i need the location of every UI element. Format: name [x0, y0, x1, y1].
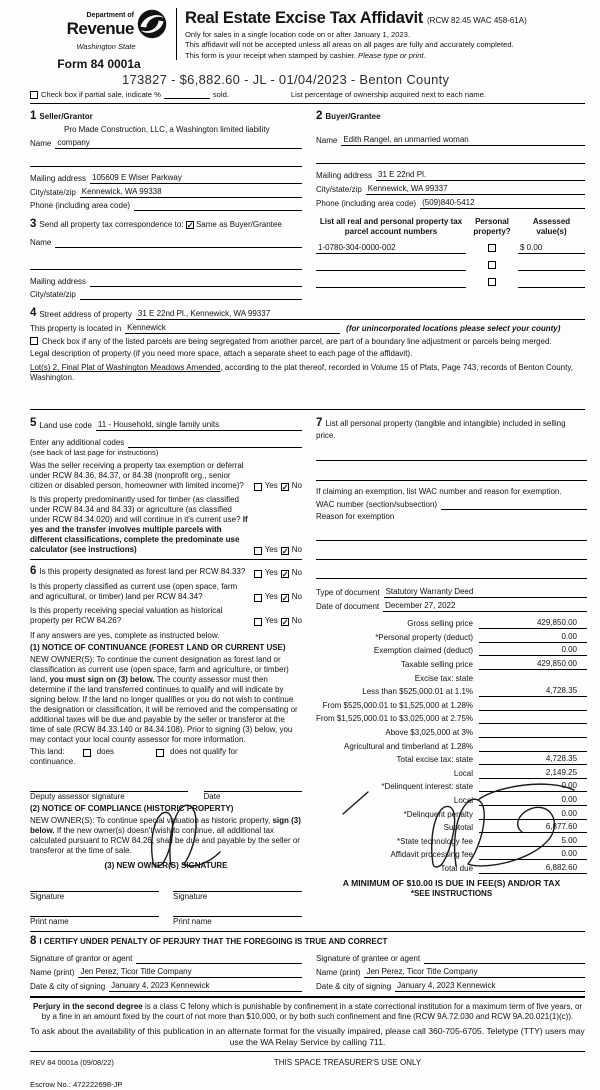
grantor-sig-label: Signature of grantor or agent — [30, 953, 133, 963]
doc-type-label: Type of document — [316, 587, 380, 597]
buyer-phone-label: Phone (including area code) — [316, 199, 417, 209]
form-number: Form 84 0001a — [57, 57, 141, 72]
tax-row — [316, 792, 587, 806]
deputy-signature-field[interactable] — [30, 781, 188, 792]
tax-value — [479, 728, 587, 738]
corr-mailing-label: Mailing address — [30, 276, 87, 286]
same-as-buyer-label: Same as Buyer/Grantee — [195, 220, 282, 230]
header — [30, 8, 585, 72]
historic-question-row — [30, 606, 302, 626]
timber-question: Is this property predominantly used for timber (as classified under RCW 84.34 and 84.33) or agriculture (as classified under RCW 84.34.020) and will continue in it's current use? If yes and the transfer involves multiple parcels with different classifications, complete the predominate use calculator (see instructions) — [30, 495, 248, 555]
deputy-signature-label: Deputy assessor signature — [30, 792, 125, 802]
historic-question: Is this property receiving special valuation as historical property per RCW 84.26? — [30, 606, 223, 626]
new-owner-sig-1 — [30, 881, 159, 902]
grantee-date-city-label: Date & city of signing — [316, 981, 392, 991]
no-label: No — [291, 592, 302, 602]
tax-label: Local — [453, 795, 474, 805]
grantee-date-city-field[interactable]: January 4, 2023 Kennewick — [395, 981, 585, 992]
corr-name-extra-line[interactable] — [30, 260, 302, 270]
tax-row — [316, 806, 587, 820]
grantee-name-print-label: Name (print) — [316, 967, 361, 977]
yes-label: Yes — [264, 568, 278, 578]
section-7-number: 7 — [316, 417, 323, 430]
timber-no-checkbox[interactable] — [281, 547, 289, 555]
assessed-value-field[interactable] — [518, 287, 585, 288]
tax-computation — [316, 616, 587, 899]
reason-exemption-field[interactable] — [316, 569, 587, 579]
yes-label: Yes — [264, 592, 278, 602]
parcel-number-field[interactable]: 1-0780-304-0000-002 — [316, 243, 466, 254]
tax-row — [316, 847, 587, 861]
section-3 — [30, 213, 302, 299]
doc-type-field[interactable]: Statutory Warranty Deed — [384, 587, 587, 598]
tax-label: Total excise tax: state — [396, 755, 474, 765]
this-land-row — [30, 747, 302, 757]
tax-label: Agricultural and timberland at 1.28% — [344, 741, 474, 751]
tax-row — [316, 820, 587, 834]
doc-date-label: Date of document — [316, 601, 380, 611]
tax-label: Above $3,025,000 at 3% — [385, 727, 474, 737]
header-line2: This affidavit will not be accepted unless all areas on all pages are fully and accurately completed. — [185, 40, 514, 50]
tax-value: 4,728.35 — [479, 686, 587, 697]
type-or-print-note: Please type or print. — [358, 50, 426, 60]
assessed-value-field[interactable] — [518, 270, 585, 271]
tax-value: 5.00 — [479, 836, 587, 847]
buyer-city-field[interactable]: Kennewick, WA 99337 — [366, 184, 585, 195]
street-address-label: Street address of property — [39, 310, 132, 320]
parcel-row — [316, 275, 585, 288]
parcel-number-field[interactable] — [316, 270, 466, 271]
minimum-fee-note: A MINIMUM OF $10.00 IS DUE IN FEE(S) AND/OR TAX — [342, 877, 561, 888]
section-2-buyer — [316, 106, 585, 211]
no-label: No — [291, 616, 302, 626]
legal-description-value: Lot(s) 2, Final Plat of Washington Meadows Amended, according to the plat thereof, recorded in Volume 15 of Plats, Page 743, records of Benton County, Washington. — [30, 363, 573, 383]
revenue-swirl-icon — [136, 8, 168, 43]
additional-codes-label: Enter any additional codes — [30, 437, 125, 447]
tax-row — [316, 684, 587, 698]
section-4-number: 4 — [30, 306, 37, 319]
deputy-signature-block — [30, 781, 188, 802]
seller-phone-field[interactable] — [134, 201, 302, 211]
parcel-row — [316, 241, 585, 254]
grantor-name-print-label: Name (print) — [30, 967, 75, 977]
additional-codes-note: (see back of last page for instructions) — [30, 447, 159, 457]
tax-label: Total due — [440, 863, 474, 873]
current-use-question-row — [30, 582, 302, 602]
personal-property-col-header: Personal property? — [473, 217, 511, 237]
yes-label: Yes — [264, 616, 278, 626]
divider — [30, 559, 302, 560]
notice-continuance-title: (1) NOTICE OF CONTINUANCE (FOREST LAND OR CURRENT USE) — [30, 643, 286, 653]
buyer-city-label: City/state/zip — [316, 185, 362, 195]
tax-value: 429,850.00 — [479, 618, 587, 629]
tax-label: Local — [453, 768, 474, 778]
dor-logo-block — [30, 8, 168, 72]
personal-property-checkbox[interactable] — [488, 278, 496, 286]
rcw-reference: (RCW 82.45 WAC 458-61A) — [427, 16, 527, 25]
forest-no-checkbox[interactable] — [281, 570, 289, 578]
new-owner-print-field[interactable] — [30, 906, 159, 917]
new-owner-print-2 — [173, 906, 302, 927]
seller-name-line1: Pro Made Construction, LLC, a Washington limited liability — [64, 125, 270, 135]
tax-value — [479, 714, 587, 724]
additional-codes-field[interactable] — [128, 438, 302, 448]
parcel-number-field[interactable] — [316, 287, 466, 288]
check-icon: ✓ — [281, 570, 289, 580]
forest-land-question-row — [30, 564, 302, 578]
check-icon: ✓ — [281, 547, 289, 557]
section-8-number: 8 — [30, 935, 37, 948]
tax-label: Less than $525,000.01 at 1.1% — [362, 687, 474, 697]
tax-row — [316, 765, 587, 779]
yes-label: Yes — [264, 481, 278, 491]
tax-row — [316, 616, 587, 630]
divider — [30, 409, 585, 410]
tax-label: Excise tax: state — [414, 673, 474, 683]
tax-label: *Personal property (deduct) — [375, 632, 474, 642]
tax-label: From $1,525,000.01 to $3,025,000 at 2.75% — [316, 714, 474, 724]
no-label: No — [291, 568, 302, 578]
header-line3: This form is your receipt when stamped by cashier. Please type or print. — [185, 50, 426, 60]
assessed-value-col-header: Assessed value(s) — [532, 217, 571, 237]
rev-number: REV 84 0001a (09/08/22) — [30, 1058, 114, 1068]
tax-value — [479, 674, 587, 684]
tax-row — [316, 711, 587, 725]
tax-row — [316, 860, 587, 874]
personal-property-checkbox[interactable] — [488, 261, 496, 269]
parcel-row — [316, 258, 585, 271]
reason-exemption-field[interactable] — [316, 531, 587, 541]
current-use-no-checkbox[interactable] — [281, 594, 289, 602]
no-label: No — [291, 481, 302, 491]
reason-exemption-field[interactable] — [316, 550, 587, 560]
tax-value: 6,882.60 — [479, 863, 587, 874]
notice-compliance-title: (2) NOTICE OF COMPLIANCE (HISTORIC PROPERTY) — [30, 804, 234, 814]
legal-description-label: Legal description of property (if you need more space, attach a separate sheet to each page of the affidavit). — [30, 349, 413, 359]
exemption-question-row — [30, 461, 302, 491]
signature-label: Signature — [30, 892, 65, 902]
new-owner-signature-title: (3) NEW OWNER(S) SIGNATURE — [104, 861, 228, 871]
exemption-note: If claiming an exemption, list WAC number and reason for exemption. — [316, 486, 562, 496]
land-use-field[interactable]: 11 - Household, single family units — [96, 420, 302, 431]
does-not-label: does not qualify for — [170, 747, 238, 757]
parcel-col-header: List all real and personal property tax parcel account numbers — [319, 217, 463, 237]
if-yes-note: If any answers are yes, complete as instructed below. — [30, 631, 220, 641]
located-in-field[interactable]: Kennewick — [125, 323, 340, 334]
header-line1: Only for sales in a single location code on or after January 1, 2023. — [185, 29, 410, 39]
assessed-value-field[interactable]: $ 0.00 — [518, 243, 585, 254]
buyer-mailing-field[interactable]: 31 E 22nd Pl. — [376, 170, 585, 181]
section-2-number: 2 — [316, 110, 323, 123]
perjury-notice: Perjury in the second degree is a class C felony which is punishable by confinement in a state correctional institution for a maximum term of five years, or by a fine in an amount fixed by the court of not more than $10,000, or by both such confinement and fine (RCW 9A.72.030 and RCW 9A.20.021(1)(c)). — [32, 1001, 583, 1021]
personal-property-label: List all personal property (tangible and intangible) included in selling price. — [316, 419, 566, 440]
tax-label: *Delinquent interest: state — [381, 782, 474, 792]
tax-value: 429,850.00 — [479, 659, 587, 670]
partial-sale-checkbox[interactable] — [30, 91, 38, 99]
tax-value: 0.00 — [479, 632, 587, 643]
does-label: does — [96, 747, 115, 757]
footer-row — [30, 1058, 585, 1068]
grantee-signature-block — [316, 951, 585, 992]
new-owner-print-1 — [30, 906, 159, 927]
grantee-sig-label: Signature of grantee or agent — [316, 953, 421, 963]
section-4 — [30, 306, 585, 383]
forest-land-question: 6 Is this property designated as forest land per RCW 84.33? — [30, 565, 246, 578]
exemption-yes-checkbox[interactable] — [254, 483, 262, 491]
parcel-table — [316, 213, 585, 299]
section-8 — [30, 934, 585, 991]
yes-label: Yes — [264, 545, 278, 555]
tax-row — [316, 833, 587, 847]
title-block — [176, 8, 585, 60]
tax-value: 0.00 — [479, 781, 587, 792]
tax-value: 4,728.35 — [479, 754, 587, 765]
tax-row — [316, 752, 587, 766]
historic-no-checkbox[interactable] — [281, 618, 289, 626]
tax-value — [479, 701, 587, 711]
print-name-label: Print name — [30, 917, 69, 927]
tax-value: 2,149.25 — [479, 768, 587, 779]
does-not-checkbox[interactable] — [156, 749, 164, 757]
segregated-label: Check box if any of the listed parcels are being segregated from another parcel, are part of a boundary line adjustment or parcels being merged. — [42, 337, 552, 347]
tax-row — [316, 643, 587, 657]
seller-city-field[interactable]: Kennewick, WA 99338 — [80, 187, 302, 198]
continuance-label: continuance. — [30, 757, 76, 767]
notice-continuance-body: NEW OWNER(S): To continue the current designation as forest land or classification as current use (open space, farm and agriculture, or timber) land, you must sign on (3) below. The county assessor must then determine if the land transferred continues to qualify and will indicate by signing below. If the land no longer qualifies or you do not wish to continue the designation or classification, it will be removed and the compensating or additional taxes will be due and payable by the seller or transferor at the time of sale (RCW 84.33.140 or 84.34.108). Prior to signing (3) below, you may contact your local county assessor for more information. — [30, 655, 298, 745]
land-use-label: Land use code — [39, 420, 92, 430]
new-owner-signature-field[interactable] — [173, 881, 302, 892]
tax-row — [316, 738, 587, 752]
tax-label: *State technology fee — [396, 836, 474, 846]
exemption-question: Was the seller receiving a property tax exemption or deferral under RCW 84.36, 84.37, or 84.38 (nonprofit org., senior citizen or disabled person, homeowner with limited income)? — [30, 461, 244, 491]
buyer-phone-field[interactable]: (509)840-5412 — [420, 198, 585, 209]
timber-yes-checkbox[interactable] — [254, 547, 262, 555]
grantee-signature-field[interactable] — [424, 954, 585, 964]
new-owner-sig-2 — [173, 881, 302, 902]
notice-compliance-body: NEW OWNER(S): To continue special valuation as historic property, sign (3) below. If the new owner(s) doesn't wish to continue, all additional tax calculated pursuant to RCW 84.26, shall be due and payable by the seller or transferor at the time of sale. — [30, 816, 301, 856]
check-icon: ✓ — [186, 221, 194, 231]
section-3-title: Send all property tax correspondence to: — [39, 220, 184, 230]
grantor-signature-block — [30, 951, 302, 992]
section-1-title: Seller/Grantor — [39, 112, 93, 122]
current-use-question: Is this property classified as current use (open space, farm and agricultural, or timber) land per RCW 84.34? — [30, 582, 238, 602]
forest-yes-checkbox[interactable] — [254, 570, 262, 578]
seller-name-field[interactable]: company — [55, 138, 302, 149]
seller-mailing-label: Mailing address — [30, 174, 87, 184]
street-address-field[interactable]: 31 E 22nd Pl., Kennewick, WA 99337 — [136, 309, 585, 320]
corr-city-field[interactable] — [80, 290, 302, 300]
certify-statement: I CERTIFY UNDER PENALTY OF PERJURY THAT THE FOREGOING IS TRUE AND CORRECT — [39, 937, 388, 947]
grantee-name-field[interactable]: Jen Perez, Ticor Title Company — [364, 967, 585, 978]
personal-property-field[interactable] — [316, 451, 587, 461]
grantor-date-city-label: Date & city of signing — [30, 981, 106, 991]
buyer-mailing-label: Mailing address — [316, 171, 373, 181]
section-5-number: 5 — [30, 417, 37, 430]
escrow-number: Escrow No.: 472222698-JP — [30, 1080, 123, 1090]
section-2-title: Buyer/Grantee — [325, 112, 381, 122]
new-owner-signature-field[interactable] — [30, 881, 159, 892]
section-7 — [316, 416, 587, 611]
tax-row — [316, 656, 587, 670]
check-icon: ✓ — [281, 594, 289, 604]
does-checkbox[interactable] — [83, 749, 91, 757]
grantor-name-field[interactable]: Jen Perez, Ticor Title Company — [78, 967, 302, 978]
this-land-label: This land: — [30, 747, 65, 757]
tax-value: 0.00 — [479, 645, 587, 656]
tax-label: Gross selling price — [407, 619, 474, 629]
tax-row — [316, 697, 587, 711]
seller-phone-label: Phone (including area code) — [30, 201, 131, 211]
tax-value: 0.00 — [479, 795, 587, 806]
personal-property-field[interactable] — [316, 471, 587, 481]
current-use-yes-checkbox[interactable] — [254, 594, 262, 602]
buyer-name-field[interactable]: Edith Rangel, an unmarried woman — [341, 135, 585, 146]
historic-yes-checkbox[interactable] — [254, 618, 262, 626]
doc-date-field[interactable]: December 27, 2022 — [383, 601, 587, 612]
seller-name-extra-line[interactable] — [30, 157, 302, 167]
same-as-buyer-checkbox[interactable] — [186, 221, 194, 229]
alt-format-notice: To ask about the availability of this publication in an alternate format for the visually impaired, please call 360-705-6705. Teletype (TTY) users may use the WA Relay Service by calling 711. — [30, 1025, 585, 1047]
buyer-name-extra-line[interactable] — [316, 154, 585, 164]
tax-row — [316, 629, 587, 643]
divider — [30, 931, 585, 932]
timber-question-row — [30, 495, 302, 555]
no-label: No — [291, 545, 302, 555]
ownership-note: List percentage of ownership acquired next to each name. — [290, 89, 486, 99]
tax-label: Exemption claimed (deduct) — [373, 646, 474, 656]
divider — [30, 1051, 585, 1052]
page-title: Real Estate Excise Tax Affidavit — [185, 9, 424, 27]
section-5 — [30, 416, 302, 555]
seller-city-label: City/state/zip — [30, 188, 76, 198]
section-6 — [30, 564, 302, 927]
tax-label: Subtotal — [443, 823, 474, 833]
tax-value: 6,877.60 — [479, 822, 587, 833]
corr-name-field[interactable] — [55, 238, 302, 248]
washington-state-label: Washington State — [76, 42, 136, 51]
partial-sale-percent-field[interactable] — [164, 98, 210, 99]
tax-value — [479, 742, 587, 752]
section-3-number: 3 — [30, 218, 37, 231]
corr-city-label: City/state/zip — [30, 289, 76, 299]
partial-sale-row — [30, 90, 585, 99]
grantor-signature-field[interactable] — [136, 954, 302, 964]
tax-row — [316, 724, 587, 738]
sold-label: sold. — [212, 89, 229, 99]
tax-value: 0.00 — [479, 809, 587, 820]
treasurer-space-label: THIS SPACE TREASURER'S USE ONLY — [273, 1058, 422, 1068]
divider — [30, 996, 585, 998]
tax-label: Taxable selling price — [400, 659, 474, 669]
tax-label: Affidavit processing fee — [390, 850, 474, 860]
see-instructions-note: *SEE INSTRUCTIONS — [410, 888, 493, 898]
section-1-seller — [30, 106, 302, 211]
section-1-number: 1 — [30, 110, 37, 123]
tax-row — [316, 670, 587, 684]
check-icon: ✓ — [281, 618, 289, 628]
unincorporated-note: (for unincorporated locations please select your county) — [346, 324, 561, 334]
new-owner-print-field[interactable] — [173, 906, 302, 917]
signature-label: Signature — [173, 892, 208, 902]
divider — [30, 103, 585, 104]
segregated-checkbox[interactable] — [30, 337, 38, 345]
dept-of-label: Department of — [86, 11, 134, 19]
personal-property-checkbox[interactable] — [488, 244, 496, 252]
grantor-date-city-field[interactable]: January 4, 2023 Kennewick — [109, 981, 302, 992]
corr-name-label: Name — [30, 237, 52, 247]
deputy-date-field[interactable] — [204, 781, 302, 792]
corr-mailing-field[interactable] — [90, 277, 302, 287]
revenue-label: Revenue — [66, 19, 134, 39]
tax-label: From $525,000.01 to $1,525,000 at 1.28% — [322, 700, 474, 710]
cashier-stamp: 173827 - $6,882.60 - JL - 01/04/2023 - Benton County — [122, 72, 450, 88]
wac-number-label: WAC number (section/subsection) — [316, 499, 438, 509]
wac-number-field[interactable] — [441, 500, 587, 510]
seller-name-label: Name — [30, 139, 52, 149]
partial-sale-label: Check box if partial sale, indicate % — [41, 89, 161, 99]
deputy-date-block — [204, 781, 302, 802]
exemption-no-checkbox[interactable] — [281, 483, 289, 491]
buyer-name-label: Name — [316, 136, 338, 146]
tax-row — [316, 779, 587, 793]
deputy-date-label: Date — [203, 792, 221, 802]
check-icon: ✓ — [281, 483, 289, 493]
reason-exemption-label: Reason for exemption — [316, 511, 395, 521]
tax-value: 0.00 — [479, 849, 587, 860]
print-name-label: Print name — [173, 917, 212, 927]
seller-mailing-field[interactable]: 105609 E Wiser Parkway — [90, 173, 302, 184]
tax-label: *Delinquent penalty — [403, 809, 474, 819]
located-in-label: This property is located in — [30, 324, 122, 334]
